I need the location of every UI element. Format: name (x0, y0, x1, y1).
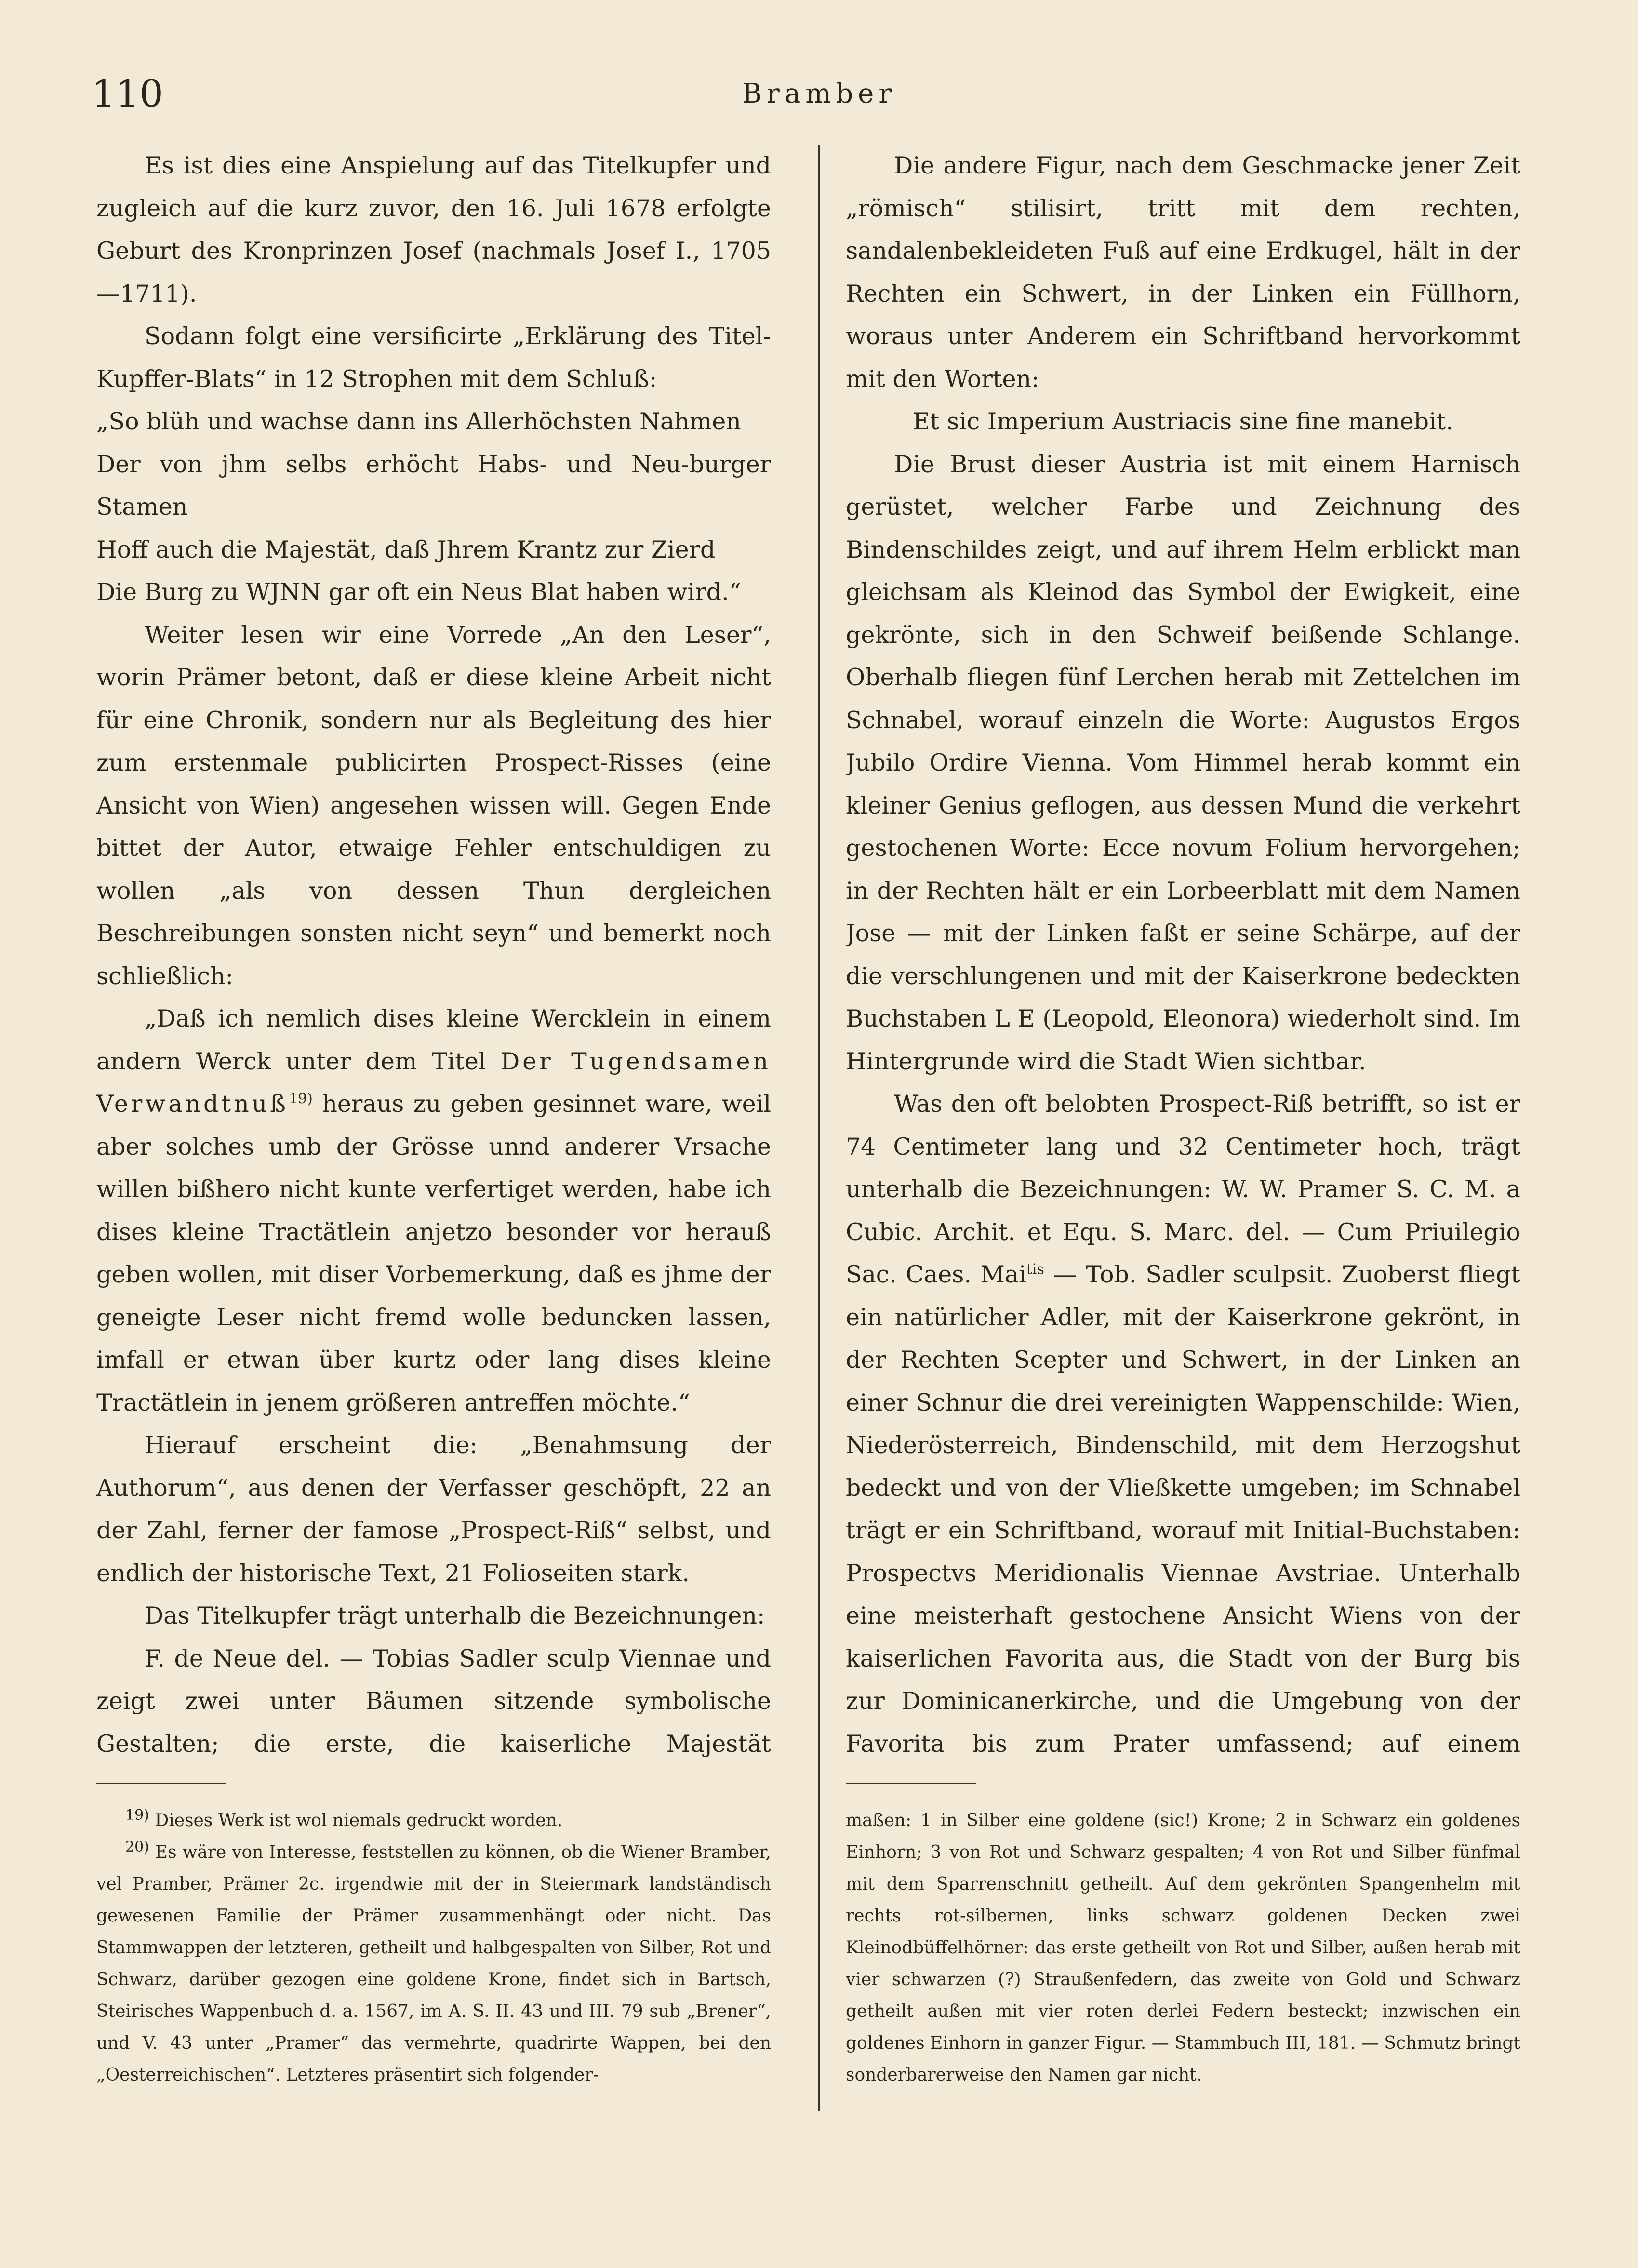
right-column (846, 145, 1520, 1764)
footnote-20 (96, 1837, 771, 2091)
text: „Daß ich nemlich dises kleine Wercklein in einem andern Werck unter dem Titel (96, 1005, 771, 1075)
running-title: Bramber (742, 78, 897, 109)
footnote-rule (96, 1783, 226, 1784)
text: — Tob. Sadler sculpsit. Zuoberst fliegt ein natürlicher Adler, mit der Kaiserkrone gekrönt, in der Rechten Scepter und Schwert, in der Linken an einer Schnur die drei vereinigten Wappenschilde: Wien, Niederösterreich, Bindenschild, mit dem Herzogshut bedeckt und von der Vließkette umgeben; im Schnabel trägt er ein Schriftband, worauf mit Initial-Buchstaben: Prospectvs Meridionalis Viennae Avstriae. Unterhalb eine meisterhaft gestochene Ansicht Wiens von der kaiserlichen Favorita aus, die Stadt von der Burg bis zur Dominicanerkirche, und die Umgebung von der Favorita bis zum Prater umfassend; auf einem (846, 1261, 1520, 1758)
footnote-text: Es wäre von Interesse, feststellen zu können, ob die Wiener Bramber, vel Pramber, Prämer 2c. irgendwie mit der in Steiermark landständisch gewesenen Familie der Prämer zusammenhängt oder nicht. Das Stammwappen der letzteren, getheilt und halbgespalten von Silber, Rot und Schwarz, darüber gezogen eine goldene Krone, findet sich in Bartsch, Steirisches Wappenbuch d. a. 1567, im A. S. II. 43 und III. 79 sub „Brener“, und V. 43 unter „Pramer“ das vermehrte, quadrirte Wappen, bei den „Oesterreichischen“. Letzteres präsentirt sich folgender- (96, 1842, 771, 2085)
paragraph: Die Brust dieser Austria ist mit einem Harnisch gerüstet, welcher Farbe und Zeichnung des Bindenschildes zeigt, und auf ihrem Helm erblickt man gleichsam als Kleinod das Symbol der Ewigkeit, eine gekrönte, sich in den Schweif beißende Schlange. Oberhalb fliegen fünf Lerchen herab mit Zettelchen im Schnabel, worauf einzeln die Worte: Augustos Ergos Jubilo Ordire Vienna. Vom Himmel herab kommt ein kleiner Genius geflogen, aus dessen Mund die verkehrt gestochenen Worte: Ecce novum Folium hervorgehen; in der Rechten hält er ein Lorbeerblatt mit dem Namen Jose — mit der Linken faßt er seine Schärpe, auf der die verschlungenen und mit der Kaiserkrone bedeckten Buchstaben L E (Leopold, Eleonora) wiederholt sind. Im Hintergrunde wird die Stadt Wien sichtbar. (846, 450, 1520, 1075)
paragraph: Die andere Figur, nach dem Geschmacke jener Zeit „römisch“ stilisirt, tritt mit dem rechten, sandalenbekleideten Fuß auf eine Erdkugel, hält in der Rechten ein Schwert, in der Linken ein Füllhorn, woraus unter Anderem ein Schriftband hervorkommt mit den Worten: (846, 152, 1520, 393)
footnote-19 (96, 1805, 771, 1837)
page-header (72, 72, 1566, 125)
paragraph: Hierauf erscheint die: „Benahmsung der Authorum“, aus denen der Verfasser geschöpft, 22 an der Zahl, ferner der famose „Prospect-Riß“ selbst, und endlich der historische Text, 21 Folioseiten stark. (96, 1431, 771, 1587)
footnote-20-continued: maßen: 1 in Silber eine goldene (sic!) Krone; 2 in Schwarz ein goldenes Einhorn; 3 von Rot und Schwarz gespalten; 4 von Rot und Silber fünfmal mit dem Sparrenschnitt getheilt. Auf dem gekrönten Spangenhelm mit rechts rot-silbernen, links schwarz goldenen Decken zwei Kleinodbüffelhörner: das erste getheilt von Rot und Silber, außen herab mit vier schwarzen (?) Straußenfedern, das zweite von Gold und Schwarz getheilt außen mit vier roten derlei Federn besteckt; inzwischen ein goldenes Einhorn in ganzer Figur. — Stammbuch III, 181. — Schmutz bringt sonderbarerweise den Namen gar nicht. (846, 1811, 1520, 2085)
book-title: Der Tugendsamen Verwandtnuß (96, 1047, 771, 1118)
latin-quote: Et sic Imperium Austriacis sine fine manebit. (913, 408, 1453, 435)
column-divider (818, 145, 820, 2111)
footnote-ref-19: 19) (288, 1090, 313, 1107)
footnote-mark: 19) (125, 1807, 149, 1824)
footnote-text: Dieses Werk ist wol niemals gedruckt worden. (155, 1811, 563, 1830)
verse-line: „So blüh und wachse dann ins Allerhöchsten Nahmen (96, 408, 741, 435)
verse-line: Die Burg zu WJNN gar oft ein Neus Blat haben wird.“ (96, 578, 741, 606)
paragraph: Weiter lesen wir eine Vorrede „An den Leser“, worin Prämer betont, daß er diese kleine Arbeit nicht für eine Chronik, sondern nur als Begleitung des hier zum erstenmale publicirten Prospect-Risses (eine Ansicht von Wien) angesehen wissen will. Gegen Ende bittet der Autor, etwaige Fehler entschuldigen zu wollen „als von dessen Thun dergleichen Beschreibungen sonsten nicht seyn“ und bemerkt noch schließlich: (96, 621, 771, 990)
page-number: 110 (92, 72, 163, 116)
footnote-mark: 20) (125, 1839, 149, 1855)
paragraph: Das Titelkupfer trägt unterhalb die Bezeichnungen: (145, 1602, 765, 1629)
superscript: tis (1026, 1261, 1044, 1278)
verse-line: Der von jhm selbs erhöcht Habs- und Neu-burger Stamen (96, 450, 771, 520)
footnote-rule (846, 1783, 976, 1784)
quoted-paragraph (96, 998, 771, 1424)
paragraph (846, 1083, 1520, 1764)
left-column (96, 145, 771, 1764)
footnotes-left (96, 1805, 771, 2142)
paragraph: Sodann folgt eine versificirte „Erklärung des Titel-Kupffer-Blats“ in 12 Strophen mit dem Schluß: (96, 322, 771, 393)
paragraph: Es ist dies eine Anspielung auf das Titelkupfer und zugleich auf die kurz zuvor, den 16. Juli 1678 erfolgte Geburt des Kronprinzen Josef (nachmals Josef I., 1705—1711). (96, 152, 771, 307)
footnotes-right (846, 1805, 1520, 2142)
text: Was den oft belobten Prospect-Riß betrifft, so ist er 74 Centimeter lang und 32 Centimeter hoch, trägt unterhalb die Bezeichnungen: W. W. Pramer S. C. M. a Cubic. Archit. et Equ. S. Marc. del. — Cum Priuilegio Sac. Caes. Mai (846, 1090, 1520, 1288)
text: heraus zu geben gesinnet ware, weil aber solches umb der Grösse unnd anderer Vrsache willen bißhero nicht kunte verfertiget werden, habe ich dises kleine Tractätlein anjetzo besonder vor herauß geben wollen, mit diser Vorbemerkung, daß es jhme der geneigte Leser nicht fremd wolle beduncken lassen, imfall er etwan über kurtz oder lang dises kleine Tractätlein in jenem größeren antreffen möchte.“ (96, 1090, 771, 1416)
paragraph: F. de Neue del. — Tobias Sadler sculp Viennae und zeigt zwei unter Bäumen sitzende symbolische Gestalten; die erste, die kaiserliche Majestät (96, 1644, 771, 1758)
verse-line: Hoff auch die Majestät, daß Jhrem Krantz zur Zierd (96, 535, 716, 563)
